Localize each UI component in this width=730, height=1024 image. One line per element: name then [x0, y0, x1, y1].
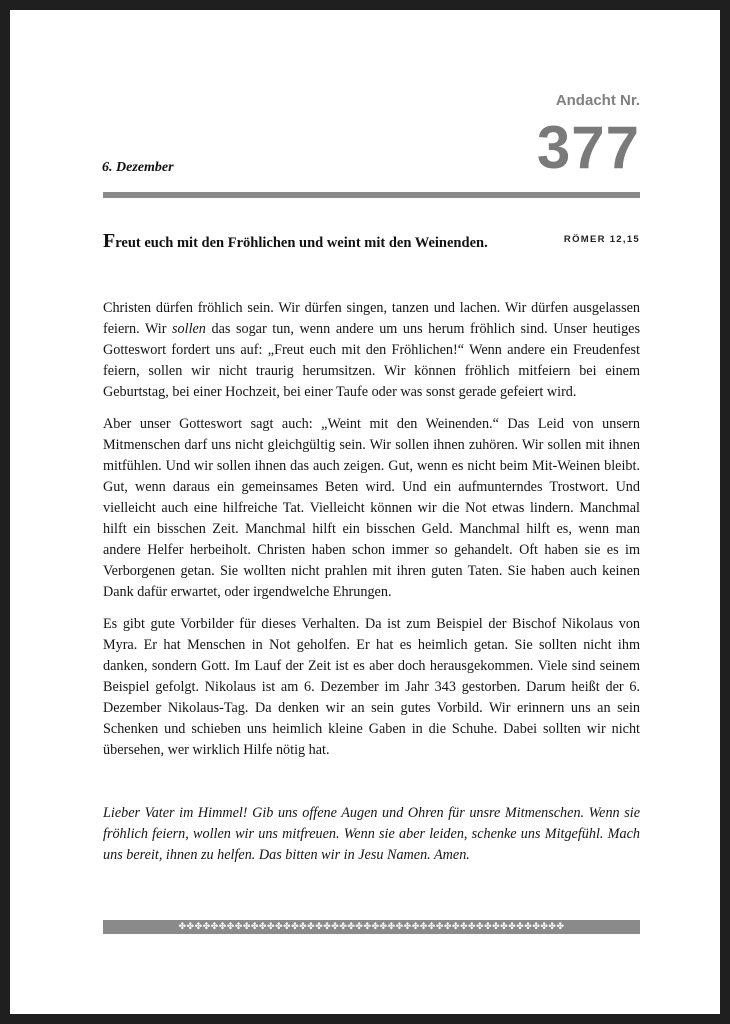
prayer-text: Lieber Vater im Himmel! Gib uns offene Augen und Ohren für unsre Mitmenschen. Wenn sie fröhlich feiern, wollen wir uns mitfreuen. Wenn sie aber leiden, schenke uns Mitgefühl. Mach uns bereit, ihnen zu helfen. Das bitten wir in Jesu Namen. Amen. [103, 805, 640, 863]
date-heading: 6. Dezember [102, 160, 174, 175]
paragraph-1 [103, 298, 640, 403]
verse-reference: RÖMER 12,15 [563, 234, 640, 245]
verse-text: reut euch mit den Fröhlichen und weint mit den Weinenden. [115, 235, 488, 251]
paragraph-3: Es gibt gute Vorbilder für dieses Verhalten. Da ist zum Beispiel der Bischof Nikolaus von Myra. Er hat Menschen in Not geholfen. Er hat es heimlich getan. Sie sollten nicht ihm danken, sondern Gott. Im Lauf der Zeit ist es aber doch herausgekommen. Viele sind seinem Beispiel gefolgt. Nikolaus ist am 6. Dezember im Jahr 343 gestorben. Darum heißt der 6. Dezember Nikolaus-Tag. Da denken wir an sein gutes Vorbild. Wir erinnern uns an sein Schenken und schieben uns heimlich kleine Gaben in die Schuhe. Dabei sollten wir nicht übersehen, wer wirklich Hilfe nötig hat. [103, 616, 640, 758]
ornament-pattern: ✤✤✤✤✤✤✤✤✤✤✤✤✤✤✤✤✤✤✤✤✤✤✤✤✤✤✤✤✤✤✤✤✤✤✤✤✤✤✤✤✤✤✤✤✤✤✤✤ [178, 922, 565, 932]
header-divider [103, 192, 640, 198]
paragraph-1-end: das sogar tun, wenn andere um uns herum fröhlich sind. Unser heutiges Gotteswort fordert uns auf: „Freut euch mit den Fröhlichen!“ Wenn andere ein Freudenfest feiern, sollen wir nicht traurig herumsitzen. Wir können fröhlich mitfeiern bei einem Geburtstag, bei einer Hochzeit, bei einer Taufe oder was sonst gerade gefeiert wird. [103, 321, 640, 400]
devotional-page [10, 10, 720, 1014]
devotional-body [103, 298, 640, 772]
ornament-divider [103, 920, 640, 934]
paragraph-1-start: Christen dürfen fröhlich sein. Wir dürfen singen, tanzen und lachen. Wir dürfen ausgelassen feiern. Wir [103, 300, 640, 337]
paragraph-1-emphasis: sollen [172, 321, 206, 337]
verse-initial: F [103, 230, 116, 252]
paragraph-2: Aber unser Gotteswort sagt auch: „Weint mit den Weinenden.“ Das Leid von unsern Mitmenschen darf uns nicht gleichgültig sein. Wir sollen ihnen zuhören. Wir sollen mit ihnen mitfühlen. Und wir sollen ihnen das auch zeigen. Gut, wenn es nicht beim Mit-Weinen bleibt. Gut, wenn daraus ein gemeinsames Beten wird. Und ein aufmunterndes Trostwort. Und vielleicht auch eine hilfreiche Tat. Vielleicht können wir die Not etwas lindern. Manchmal hilft ein bisschen Zeit. Manchmal hilft ein bisschen Geld. Manchmal hilft es, wenn man andere Helfer herbeiholt. Christen haben schon immer so gehandelt. Oft haben sie es im Verborgenen getan. Sie wollten nicht prahlen mit ihren guten Taten. Sie haben auch keinen Dank dafür erwartet, oder irgendwelche Ehrungen. [103, 416, 640, 600]
andacht-number: 377 [536, 114, 640, 181]
bible-verse [103, 230, 488, 253]
andacht-label: Andacht Nr. [555, 92, 640, 109]
